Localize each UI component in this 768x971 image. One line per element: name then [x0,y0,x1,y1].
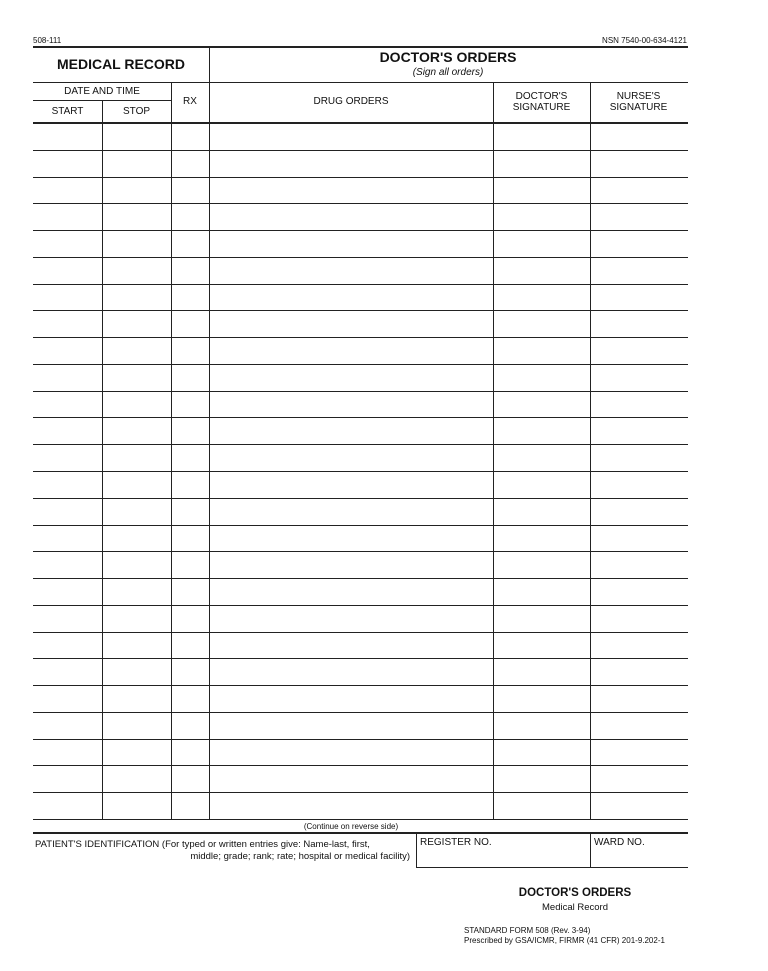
start-cell[interactable] [34,285,102,311]
doctor-signature-cell[interactable] [494,766,590,792]
start-cell[interactable] [34,793,102,819]
doctor-signature-cell[interactable] [494,686,590,712]
drug-order-cell[interactable] [210,285,493,311]
start-cell[interactable] [34,178,102,204]
doctor-signature-cell[interactable] [494,659,590,685]
rx-cell[interactable] [172,338,209,364]
nurse-signature-cell[interactable] [591,231,687,257]
nurse-signature-cell[interactable] [591,285,687,311]
start-cell[interactable] [34,258,102,284]
nurse-signature-cell[interactable] [591,606,687,632]
rx-cell[interactable] [172,124,209,150]
stop-cell[interactable] [103,766,171,792]
stop-cell[interactable] [103,606,171,632]
top-border [33,46,688,48]
rx-cell[interactable] [172,311,209,337]
drug-order-cell[interactable] [210,659,493,685]
doctor-signature-cell[interactable] [494,151,590,177]
nurse-signature-cell[interactable] [591,204,687,230]
doctor-signature-cell[interactable] [494,178,590,204]
rx-cell[interactable] [172,526,209,552]
continue-note: (Continue on reverse side) [303,822,399,831]
stop-cell[interactable] [103,204,171,230]
drug-order-cell[interactable] [210,258,493,284]
nurse-signature-cell[interactable] [591,311,687,337]
doctors-signature-line2: SIGNATURE [512,102,571,113]
rx-cell[interactable] [172,285,209,311]
stop-cell[interactable] [103,552,171,578]
stop-header: STOP [122,106,151,117]
nurse-signature-cell[interactable] [591,740,687,766]
drug-order-cell[interactable] [210,766,493,792]
rx-cell[interactable] [172,151,209,177]
start-cell[interactable] [34,124,102,150]
stop-cell[interactable] [103,258,171,284]
drug-order-cell[interactable] [210,151,493,177]
drug-orders-header: DRUG ORDERS [313,96,389,107]
rx-cell[interactable] [172,445,209,471]
rx-cell[interactable] [172,552,209,578]
stop-cell[interactable] [103,365,171,391]
start-cell[interactable] [34,526,102,552]
nurse-signature-cell[interactable] [591,793,687,819]
start-cell[interactable] [34,392,102,418]
drug-order-cell[interactable] [210,499,493,525]
stop-cell[interactable] [103,659,171,685]
rx-cell[interactable] [172,713,209,739]
start-cell[interactable] [34,713,102,739]
drug-order-cell[interactable] [210,445,493,471]
drug-order-cell[interactable] [210,418,493,444]
stop-cell[interactable] [103,579,171,605]
ward-no-field[interactable] [590,833,688,868]
doctor-signature-cell[interactable] [494,445,590,471]
standard-form: STANDARD FORM 508 (Rev. 3-94) [464,926,591,935]
doctor-signature-cell[interactable] [494,740,590,766]
stop-cell[interactable] [103,124,171,150]
stop-cell[interactable] [103,418,171,444]
page-subtitle: (Sign all orders) [412,67,484,78]
nurses-signature-header [590,91,687,113]
doctor-signature-cell[interactable] [494,793,590,819]
start-cell[interactable] [34,579,102,605]
rx-cell[interactable] [172,793,209,819]
drug-order-cell[interactable] [210,686,493,712]
nurse-signature-cell[interactable] [591,579,687,605]
rx-header: RX [183,96,197,107]
start-cell[interactable] [34,445,102,471]
rx-cell[interactable] [172,231,209,257]
form-number: 508-111 [33,36,62,45]
doctors-signature-header [493,91,590,113]
start-header: START [51,106,84,117]
doctor-signature-cell[interactable] [494,606,590,632]
stop-cell[interactable] [103,311,171,337]
prescribed-by: Prescribed by GSA/ICMR, FIRMR (41 CFR) 201-9.202-1 [464,936,665,945]
start-cell[interactable] [34,606,102,632]
nurse-signature-cell[interactable] [591,659,687,685]
stop-cell[interactable] [103,445,171,471]
rx-cell[interactable] [172,499,209,525]
drug-order-cell[interactable] [210,552,493,578]
drug-order-cell[interactable] [210,793,493,819]
drug-order-cell[interactable] [210,124,493,150]
doctor-signature-cell[interactable] [494,579,590,605]
nurse-signature-cell[interactable] [591,499,687,525]
drug-order-cell[interactable] [210,392,493,418]
stop-cell[interactable] [103,392,171,418]
doctor-signature-cell[interactable] [494,472,590,498]
doctor-signature-cell[interactable] [494,124,590,150]
rx-cell[interactable] [172,418,209,444]
start-cell[interactable] [34,552,102,578]
patient-label-line2: middle; grade; rank; rate; hospital or medical facility) [190,851,410,862]
row-divider [33,819,688,820]
doctor-signature-cell[interactable] [494,392,590,418]
doctor-signature-cell[interactable] [494,633,590,659]
stop-cell[interactable] [103,526,171,552]
doctor-signature-cell[interactable] [494,526,590,552]
start-cell[interactable] [34,418,102,444]
rx-cell[interactable] [172,579,209,605]
doctor-signature-cell[interactable] [494,311,590,337]
start-cell[interactable] [34,766,102,792]
drug-order-cell[interactable] [210,713,493,739]
doctor-signature-cell[interactable] [494,499,590,525]
drug-order-cell[interactable] [210,365,493,391]
page-title: DOCTOR'S ORDERS [379,49,517,65]
nurse-signature-cell[interactable] [591,392,687,418]
nurse-signature-cell[interactable] [591,766,687,792]
start-cell[interactable] [34,311,102,337]
start-cell[interactable] [34,204,102,230]
start-cell[interactable] [34,499,102,525]
doctor-signature-cell[interactable] [494,552,590,578]
stop-cell[interactable] [103,472,171,498]
drug-order-cell[interactable] [210,606,493,632]
rx-cell[interactable] [172,178,209,204]
rx-cell[interactable] [172,258,209,284]
rx-cell[interactable] [172,472,209,498]
stop-cell[interactable] [103,338,171,364]
doctor-signature-cell[interactable] [494,365,590,391]
register-no-label: REGISTER NO. [420,837,492,848]
medical-record-title: MEDICAL RECORD [56,56,186,72]
stop-cell[interactable] [103,713,171,739]
rx-cell[interactable] [172,686,209,712]
start-cell[interactable] [34,151,102,177]
start-cell[interactable] [34,365,102,391]
drug-order-cell[interactable] [210,740,493,766]
ward-no-label: WARD NO. [594,837,645,848]
drug-order-cell[interactable] [210,633,493,659]
start-cell[interactable] [34,686,102,712]
nurse-signature-cell[interactable] [591,338,687,364]
stop-cell[interactable] [103,740,171,766]
start-cell[interactable] [34,740,102,766]
footer-subtitle: Medical Record [542,902,608,913]
rx-cell[interactable] [172,740,209,766]
nurse-signature-cell[interactable] [591,445,687,471]
nurse-signature-cell[interactable] [591,552,687,578]
nsn-number: NSN 7540-00-634-4121 [602,36,687,45]
doctor-signature-cell[interactable] [494,204,590,230]
date-time-header: DATE AND TIME [64,86,140,97]
rx-cell[interactable] [172,204,209,230]
stop-cell[interactable] [103,686,171,712]
drug-order-cell[interactable] [210,204,493,230]
nurse-signature-cell[interactable] [591,365,687,391]
stop-cell[interactable] [103,633,171,659]
stop-cell[interactable] [103,178,171,204]
footer-title: DOCTOR'S ORDERS [518,887,632,899]
start-cell[interactable] [34,633,102,659]
start-cell[interactable] [34,338,102,364]
rx-cell[interactable] [172,633,209,659]
stop-cell[interactable] [103,231,171,257]
nurse-signature-cell[interactable] [591,124,687,150]
nurse-signature-cell[interactable] [591,258,687,284]
rx-cell[interactable] [172,365,209,391]
stop-cell[interactable] [103,499,171,525]
start-cell[interactable] [34,659,102,685]
start-cell[interactable] [34,472,102,498]
nurses-signature-line2: SIGNATURE [609,102,668,113]
stop-cell[interactable] [103,793,171,819]
stop-cell[interactable] [103,285,171,311]
nurse-signature-cell[interactable] [591,151,687,177]
drug-order-cell[interactable] [210,472,493,498]
stop-cell[interactable] [103,151,171,177]
drug-order-cell[interactable] [210,231,493,257]
drug-order-cell[interactable] [210,526,493,552]
rx-cell[interactable] [172,392,209,418]
start-cell[interactable] [34,231,102,257]
doctor-signature-cell[interactable] [494,338,590,364]
rx-cell[interactable] [172,606,209,632]
drug-order-cell[interactable] [210,311,493,337]
patient-identification-label[interactable] [35,839,410,863]
doctors-signature-line1: DOCTOR'S [515,91,568,102]
register-no-field[interactable] [416,833,590,868]
nurse-signature-cell[interactable] [591,418,687,444]
doctor-signature-cell[interactable] [494,258,590,284]
nurses-signature-line1: NURSE'S [616,91,661,102]
doctor-signature-cell[interactable] [494,285,590,311]
nurse-signature-cell[interactable] [591,633,687,659]
drug-order-cell[interactable] [210,338,493,364]
nurse-signature-cell[interactable] [591,526,687,552]
drug-order-cell[interactable] [210,579,493,605]
nurse-signature-cell[interactable] [591,472,687,498]
doctor-signature-cell[interactable] [494,418,590,444]
doctor-signature-cell[interactable] [494,713,590,739]
rx-cell[interactable] [172,766,209,792]
drug-order-cell[interactable] [210,178,493,204]
nurse-signature-cell[interactable] [591,713,687,739]
doctor-signature-cell[interactable] [494,231,590,257]
nurse-signature-cell[interactable] [591,686,687,712]
rx-cell[interactable] [172,659,209,685]
nurse-signature-cell[interactable] [591,178,687,204]
patient-label-line1: PATIENT'S IDENTIFICATION (For typed or written entries give: Name-last, first, [35,839,370,850]
